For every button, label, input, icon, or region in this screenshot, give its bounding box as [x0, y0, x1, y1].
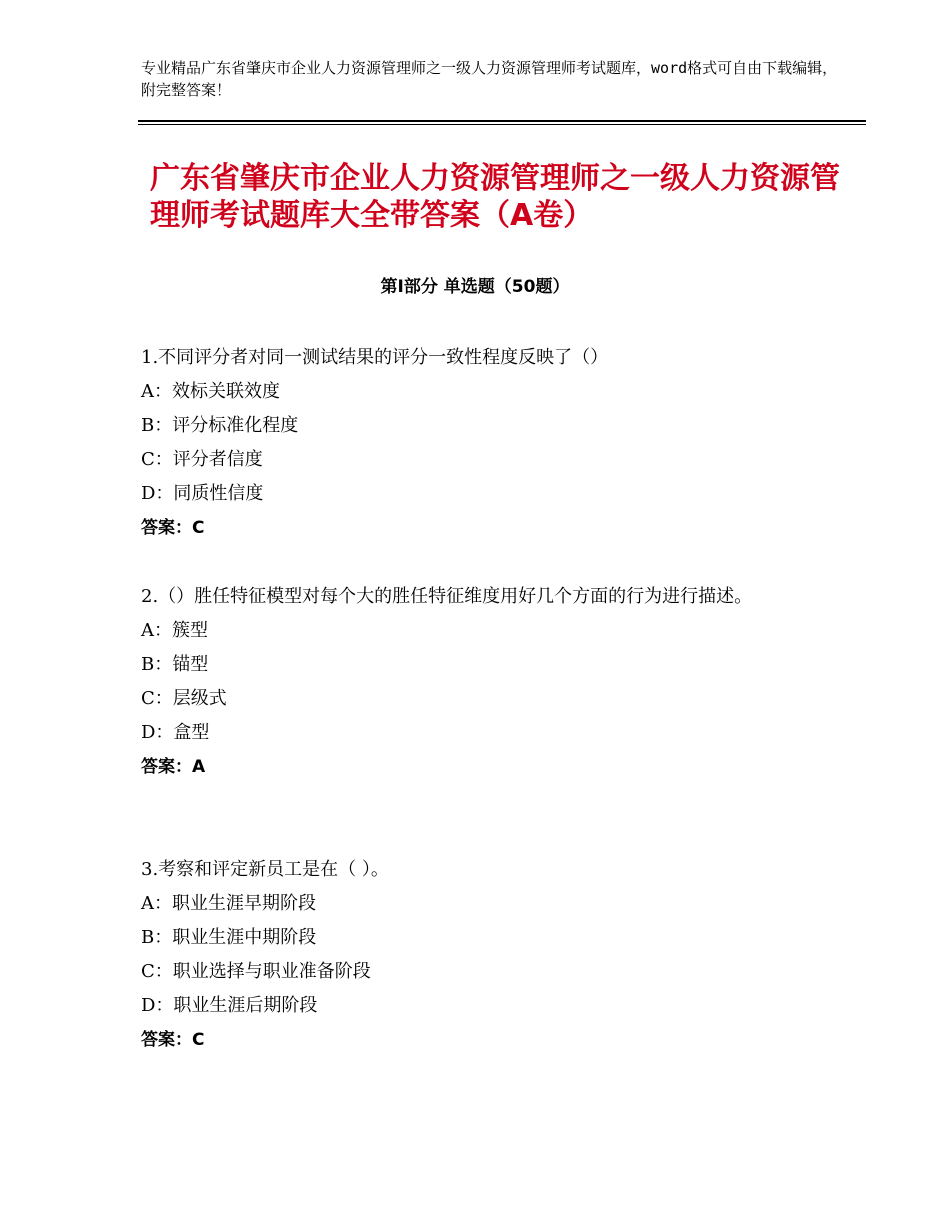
option-a: A：职业生涯早期阶段 [141, 893, 316, 914]
option-d: D：职业生涯后期阶段 [141, 995, 318, 1016]
option-c: C：评分者信度 [141, 449, 263, 470]
option-a: A：簇型 [141, 620, 208, 641]
question-2 [141, 580, 821, 784]
answer-value: C [192, 518, 205, 538]
question-stem: 2.（）胜任特征模型对每个大的胜任特征维度用好几个方面的行为进行描述。 [141, 586, 753, 607]
option-d: D：盒型 [141, 722, 210, 743]
header-divider-thin [138, 124, 866, 125]
answer-line [141, 750, 821, 784]
answer-line [141, 1023, 821, 1057]
question-stem: 3.考察和评定新员工是在（ ）。 [141, 859, 389, 880]
option-b: B：评分标准化程度 [141, 415, 299, 436]
answer-value: A [192, 757, 206, 777]
header-note: 专业精品广东省肇庆市企业人力资源管理师之一级人力资源管理师考试题库，word格式可自由下载编辑，附完整答案！ [141, 59, 838, 99]
answer-line [141, 511, 821, 545]
option-b: B：锚型 [141, 654, 209, 675]
section-title: 第Ⅰ部分 单选题（50题） [380, 277, 570, 297]
answer-label: 答案： [141, 518, 192, 538]
document-title: 广东省肇庆市企业人力资源管理师之一级人力资源管理师考试题库大全带答案（A卷） [150, 161, 840, 233]
answer-label: 答案： [141, 1030, 192, 1050]
answer-label: 答案： [141, 757, 192, 777]
option-c: C：职业选择与职业准备阶段 [141, 961, 371, 982]
option-c: C：层级式 [141, 688, 227, 709]
answer-value: C [192, 1030, 205, 1050]
question-3 [141, 853, 821, 1057]
header-divider-thick [138, 120, 866, 122]
question-1 [141, 341, 821, 545]
question-stem: 1.不同评分者对同一测试结果的评分一致性程度反映了（） [141, 347, 609, 368]
option-d: D：同质性信度 [141, 483, 264, 504]
option-b: B：职业生涯中期阶段 [141, 927, 317, 948]
option-a: A：效标关联效度 [141, 381, 280, 402]
